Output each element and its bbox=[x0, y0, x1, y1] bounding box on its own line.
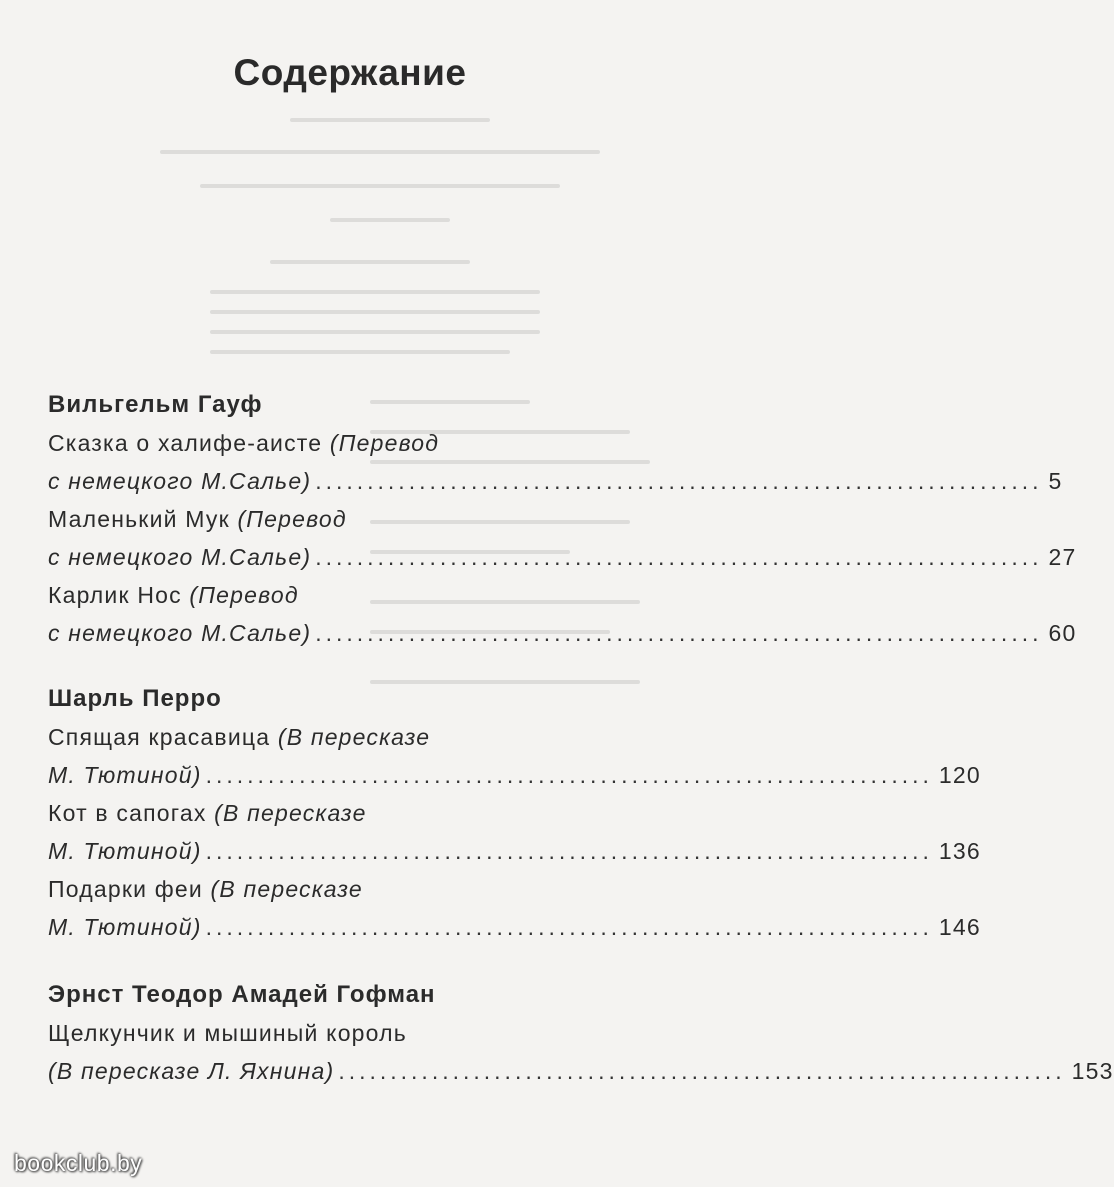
entry-title: Спящая красавица bbox=[48, 724, 271, 750]
bookclub-watermark: bookclub.by bbox=[14, 1150, 143, 1176]
page-number: 5 bbox=[1048, 468, 1063, 494]
page-number: 27 bbox=[1048, 544, 1077, 570]
toc-entry[interactable] bbox=[48, 502, 1077, 574]
entry-title: Щелкунчик и мышиный король bbox=[48, 1020, 407, 1046]
section-hauff bbox=[48, 388, 1077, 650]
page-number: 60 bbox=[1048, 620, 1077, 646]
dot-leader: ...................................................................... bbox=[205, 838, 933, 864]
entry-translation-note: (Перевод bbox=[329, 430, 440, 456]
section-hoffmann bbox=[48, 978, 1114, 1088]
section-perrault bbox=[48, 682, 981, 944]
author-heading: Шарль Перро bbox=[48, 685, 222, 712]
entry-retelling-note: М. Тютиной) bbox=[48, 914, 202, 940]
entry-retelling-note: (В пересказе bbox=[277, 724, 431, 750]
entry-translation-note: с немецкого М.Салье) bbox=[48, 544, 312, 570]
author-heading: Эрнст Теодор Амадей Гофман bbox=[48, 981, 436, 1008]
entry-translation-note: с немецкого М.Салье) bbox=[48, 620, 312, 646]
page-number: 153 bbox=[1071, 1058, 1114, 1084]
toc-entry[interactable] bbox=[48, 426, 1063, 498]
page-title: Содержание bbox=[233, 52, 467, 93]
entry-retelling-note: (В пересказе Л. Яхнина) bbox=[48, 1058, 335, 1084]
dot-leader: ...................................................................... bbox=[205, 762, 933, 788]
entry-retelling-note: (В пересказе bbox=[210, 876, 363, 902]
page-number: 120 bbox=[938, 762, 981, 788]
toc-entry[interactable] bbox=[48, 796, 981, 868]
dot-leader: ...................................................................... bbox=[315, 544, 1043, 570]
dot-leader: ...................................................................... bbox=[338, 1058, 1066, 1084]
entry-translation-note: с немецкого М.Салье) bbox=[48, 468, 312, 494]
entry-title: Маленький Мук bbox=[48, 506, 230, 532]
entry-title: Сказка о халифе-аисте bbox=[48, 430, 323, 456]
dot-leader: ...................................................................... bbox=[205, 914, 933, 940]
entry-retelling-note: (В пересказе bbox=[214, 800, 367, 826]
author-heading: Вильгельм Гауф bbox=[48, 391, 263, 418]
entry-retelling-note: М. Тютиной) bbox=[48, 762, 202, 788]
page-number: 146 bbox=[938, 914, 981, 940]
toc-entry[interactable] bbox=[48, 578, 1077, 650]
page-number: 136 bbox=[938, 838, 981, 864]
toc-entry[interactable] bbox=[48, 1016, 1114, 1088]
toc-entry[interactable] bbox=[48, 872, 981, 944]
entry-retelling-note: М. Тютиной) bbox=[48, 838, 202, 864]
entry-title: Кот в сапогах bbox=[48, 800, 207, 826]
dot-leader: ...................................................................... bbox=[315, 468, 1043, 494]
entry-translation-note: (Перевод bbox=[237, 506, 347, 532]
dot-leader: ...................................................................... bbox=[315, 620, 1043, 646]
entry-title: Подарки феи bbox=[48, 876, 203, 902]
entry-translation-note: (Перевод bbox=[189, 582, 299, 608]
entry-title: Карлик Нос bbox=[48, 582, 182, 608]
toc-entry[interactable] bbox=[48, 720, 981, 792]
